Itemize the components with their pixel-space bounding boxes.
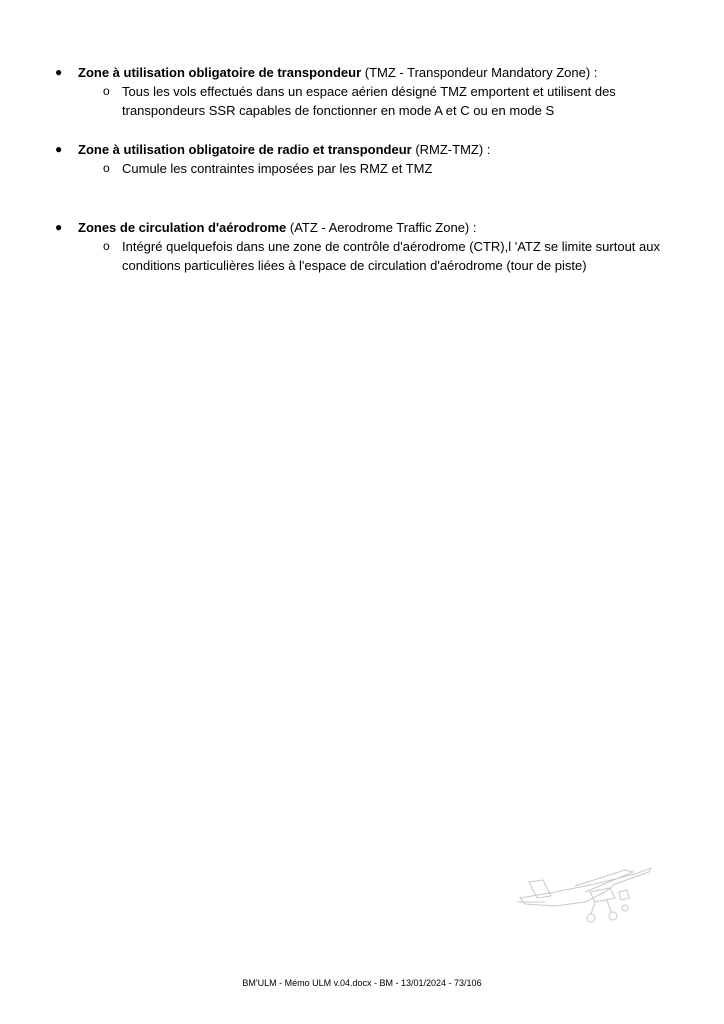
item-heading-rest: (RMZ-TMZ) : [411,142,491,157]
sub-item-line: Intégré quelquefois dans une zone de contrôle d'aérodrome (CTR),l 'ATZ se limite surtout aux [122,239,660,254]
item-heading-bold: Zones de circulation d'aérodrome [78,220,287,235]
airplane-icon [515,862,655,932]
item-heading [78,63,685,82]
item-heading-rest: (TMZ - Transpondeur Mandatory Zone) : [361,65,598,80]
sub-bullet-icon: o [103,84,110,98]
sub-item-line: Cumule les contraintes imposées par les RMZ et TMZ [122,161,433,176]
sub-bullet-icon: o [103,161,110,175]
item-heading-bold: Zone à utilisation obligatoire de transpondeur [78,65,362,80]
sub-bullet-icon: o [103,239,110,253]
bullet-icon: ● [55,65,63,79]
item-heading [78,140,685,159]
sub-item-line: conditions particulières liées à l'espace de circulation d'aérodrome (tour de piste) [122,258,587,273]
item-heading [78,218,685,237]
list-item [55,140,685,178]
sub-item [103,159,685,178]
item-heading-rest: (ATZ - Aerodrome Traffic Zone) : [286,220,477,235]
bullet-icon: ● [55,142,63,156]
page-footer: BM'ULM - Mémo ULM v.04.docx - BM - 13/01/2024 - 73/106 [242,978,482,988]
sub-item-line: Tous les vols effectués dans un espace aérien désigné TMZ emportent et utilisent des [122,84,616,99]
sub-item [103,237,685,275]
sub-item [103,82,685,120]
list-item [55,218,685,275]
list-item [55,63,685,120]
sub-item-line: transpondeurs SSR capables de fonctionner en mode A et C ou en mode S [122,103,555,118]
item-heading-bold: Zone à utilisation obligatoire de radio et transpondeur [78,142,412,157]
bullet-icon: ● [55,220,63,234]
